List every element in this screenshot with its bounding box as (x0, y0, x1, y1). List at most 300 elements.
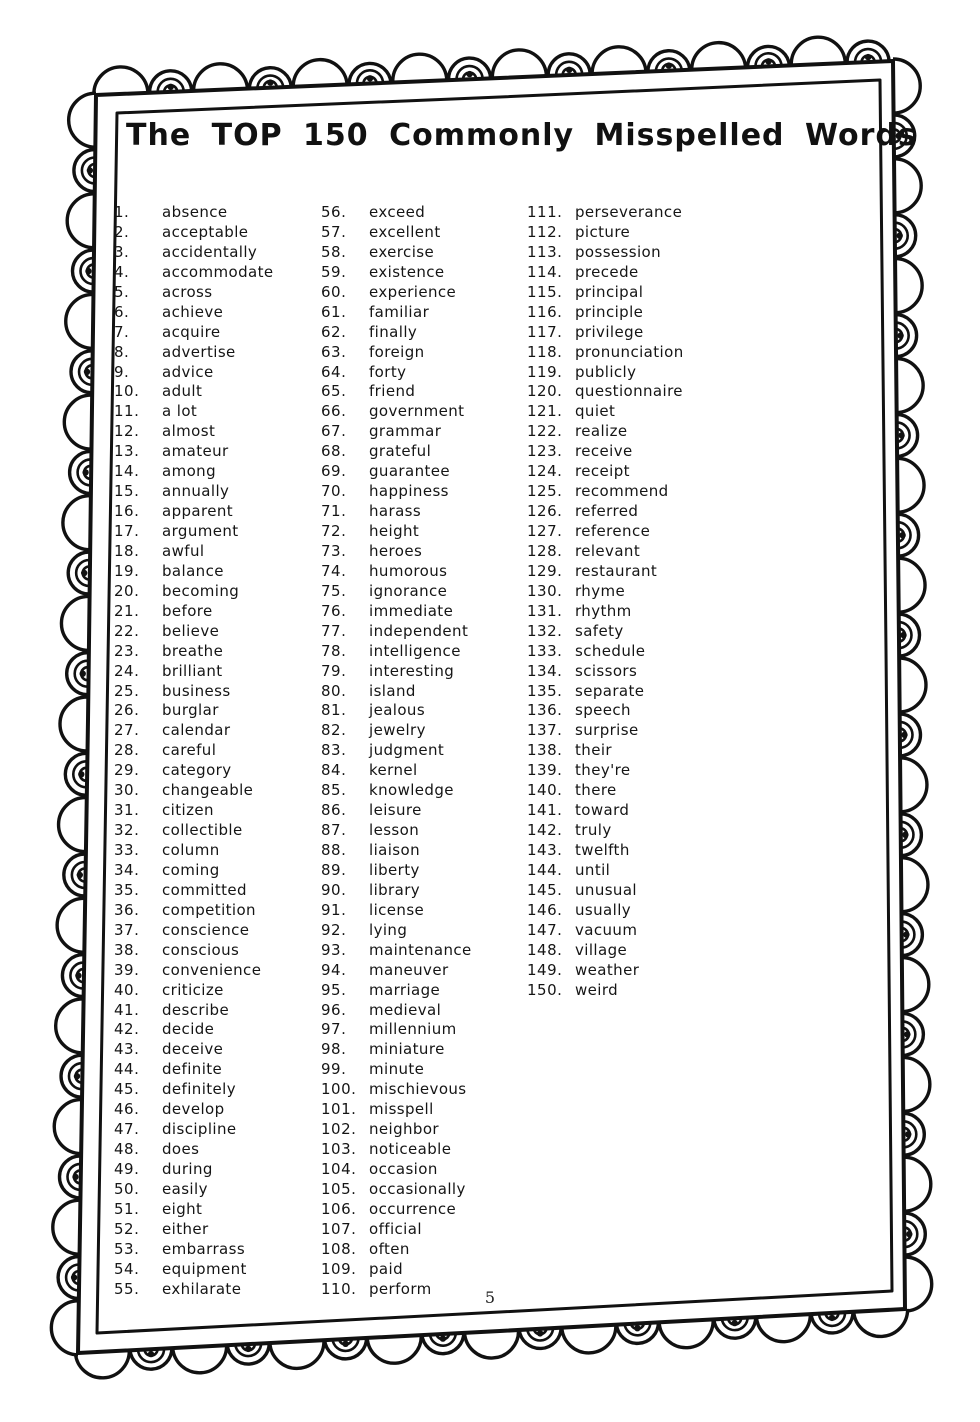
word-list-item (114, 1140, 321, 1160)
item-number: 63. (321, 342, 347, 361)
item-number: 85. (321, 781, 347, 800)
item-word: license (369, 900, 425, 919)
item-word: conscience (162, 920, 250, 939)
item-number: 71. (321, 502, 347, 521)
item-number: 33. (114, 841, 140, 859)
word-list-item (114, 382, 321, 402)
item-number: 14. (114, 462, 140, 481)
item-number: 35. (114, 880, 140, 899)
word-list-item (114, 482, 321, 502)
word-list (114, 203, 742, 1300)
item-word: noticeable (369, 1140, 452, 1159)
word-list-item (114, 203, 321, 223)
word-list-item (321, 522, 527, 542)
item-number: 52. (114, 1219, 140, 1238)
item-number: 106. (321, 1199, 357, 1218)
item-word: judgment (369, 741, 445, 760)
item-word: often (369, 1239, 410, 1258)
item-word: guarantee (369, 462, 451, 481)
item-number: 127. (527, 522, 563, 540)
word-list-item (321, 482, 527, 502)
word-list-item (321, 901, 527, 921)
item-number: 80. (321, 681, 347, 700)
item-word: village (575, 940, 628, 959)
item-word: calendar (162, 721, 231, 740)
item-word: their (575, 741, 612, 760)
item-word: referred (575, 502, 639, 521)
item-word: develop (162, 1100, 225, 1119)
item-word: friend (369, 382, 416, 401)
item-word: neighbor (369, 1120, 439, 1139)
word-list-item (527, 243, 742, 263)
item-word: heroes (369, 541, 423, 560)
item-word: exercise (369, 242, 435, 261)
item-number: 140. (527, 781, 563, 800)
word-list-item (527, 203, 742, 223)
item-word: island (369, 681, 416, 700)
item-number: 53. (114, 1239, 140, 1258)
word-list-item (321, 1120, 527, 1140)
item-word: weird (575, 980, 619, 999)
item-word: receive (575, 442, 633, 461)
word-list-item (114, 961, 321, 981)
word-list-item (321, 1040, 527, 1060)
word-list-item (527, 422, 742, 442)
word-list-item (114, 562, 321, 582)
item-number: 121. (527, 402, 563, 421)
item-number: 126. (527, 502, 563, 521)
item-number: 88. (321, 841, 347, 859)
item-word: pronunciation (575, 342, 684, 361)
word-list-item (114, 821, 321, 841)
item-number: 34. (114, 860, 140, 879)
item-number: 57. (321, 222, 347, 241)
item-word: immediate (369, 601, 454, 620)
word-list-item (114, 323, 321, 343)
item-number: 75. (321, 581, 347, 600)
item-number: 74. (321, 561, 347, 580)
word-list-item (527, 502, 742, 522)
item-number: 36. (114, 900, 140, 919)
item-number: 135. (527, 681, 563, 700)
item-number: 28. (114, 741, 140, 760)
item-number: 87. (321, 821, 347, 840)
item-number: 136. (527, 701, 563, 720)
item-word: jewelry (369, 721, 426, 740)
word-list-item (321, 1001, 527, 1021)
item-word: collectible (162, 821, 243, 840)
word-list-item (527, 961, 742, 981)
item-number: 146. (527, 900, 563, 919)
item-number: 129. (527, 561, 563, 580)
item-number: 134. (527, 661, 563, 680)
word-list-item (114, 921, 321, 941)
word-list-item (114, 243, 321, 263)
item-word: familiar (369, 302, 430, 321)
item-number: 46. (114, 1100, 140, 1119)
word-list-item (527, 283, 742, 303)
word-list-item (321, 283, 527, 303)
item-number: 119. (527, 362, 563, 381)
word-list-item (321, 323, 527, 343)
word-list-item (114, 721, 321, 741)
word-list-item (321, 602, 527, 622)
item-word: acquire (162, 322, 221, 341)
item-number: 19. (114, 561, 140, 580)
word-list-item (114, 263, 321, 283)
word-list-item (321, 343, 527, 363)
item-number: 125. (527, 482, 563, 501)
item-number: 12. (114, 422, 140, 441)
item-word: principal (575, 282, 644, 301)
item-word: relevant (575, 541, 641, 560)
word-list-item (321, 542, 527, 562)
item-number: 70. (321, 482, 347, 501)
word-list-item (114, 1220, 321, 1240)
item-word: becoming (162, 581, 240, 600)
item-word: embarrass (162, 1239, 246, 1258)
item-number: 18. (114, 541, 140, 560)
item-word: leisure (369, 801, 422, 820)
word-list-item (321, 622, 527, 642)
word-list-item (321, 422, 527, 442)
item-number: 118. (527, 342, 563, 361)
item-word: believe (162, 621, 220, 640)
item-word: there (575, 781, 617, 800)
word-list-item (114, 1060, 321, 1080)
word-list-item (321, 761, 527, 781)
word-list-item (527, 761, 742, 781)
item-word: harass (369, 502, 422, 521)
item-number: 103. (321, 1140, 357, 1159)
item-number: 51. (114, 1199, 140, 1218)
item-word: breathe (162, 641, 224, 660)
item-number: 79. (321, 661, 347, 680)
word-list-item (527, 741, 742, 761)
word-list-item (527, 223, 742, 243)
word-list-item (114, 981, 321, 1001)
item-word: experience (369, 282, 457, 301)
item-word: library (369, 880, 421, 899)
item-word: millennium (369, 1020, 457, 1039)
item-word: government (369, 402, 465, 421)
item-number: 77. (321, 621, 347, 640)
item-number: 66. (321, 402, 347, 421)
item-word: medieval (369, 1000, 442, 1019)
item-number: 67. (321, 422, 347, 441)
item-number: 8. (114, 342, 130, 361)
item-word: exceed (369, 203, 426, 221)
item-number: 143. (527, 841, 563, 859)
item-number: 92. (321, 920, 347, 939)
word-list-item (114, 1260, 321, 1280)
item-word: jealous (369, 701, 426, 720)
item-number: 104. (321, 1160, 357, 1178)
item-number: 102. (321, 1120, 357, 1139)
word-list-item (114, 462, 321, 482)
item-word: safety (575, 621, 624, 640)
item-number: 2. (114, 222, 130, 241)
word-list-item (527, 323, 742, 343)
word-list-item (527, 941, 742, 961)
word-list-item (321, 263, 527, 283)
item-number: 61. (321, 302, 347, 321)
item-word: surprise (575, 721, 639, 740)
item-word: schedule (575, 641, 646, 660)
word-list-item (114, 642, 321, 662)
item-word: achieve (162, 302, 224, 321)
item-word: maintenance (369, 940, 472, 959)
item-number: 29. (114, 761, 140, 780)
word-list-item (527, 682, 742, 702)
item-word: questionnaire (575, 382, 683, 401)
item-word: accidentally (162, 242, 258, 261)
item-number: 133. (527, 641, 563, 660)
item-number: 105. (321, 1179, 357, 1198)
item-number: 38. (114, 940, 140, 959)
word-list-item (321, 781, 527, 801)
item-number: 147. (527, 920, 563, 939)
item-word: advice (162, 362, 214, 381)
item-word: separate (575, 681, 645, 700)
item-number: 68. (321, 442, 347, 461)
item-word: privilege (575, 322, 644, 341)
word-list-column (114, 203, 321, 1300)
item-number: 128. (527, 541, 563, 560)
item-number: 64. (321, 362, 347, 381)
item-number: 144. (527, 860, 563, 879)
word-list-item (527, 622, 742, 642)
word-list-item (321, 1240, 527, 1260)
item-word: either (162, 1219, 209, 1238)
item-word: changeable (162, 781, 254, 800)
item-number: 115. (527, 282, 563, 301)
word-list-item (321, 1060, 527, 1080)
item-word: forty (369, 362, 407, 381)
word-list-item (321, 363, 527, 383)
word-list-item (114, 602, 321, 622)
item-word: existence (369, 262, 445, 281)
item-word: liberty (369, 860, 420, 879)
item-word: humorous (369, 561, 448, 580)
item-word: among (162, 462, 217, 481)
word-list-item (527, 482, 742, 502)
item-word: committed (162, 880, 247, 899)
item-word: official (369, 1219, 422, 1238)
word-list-item (114, 542, 321, 562)
item-word: paid (369, 1259, 404, 1278)
word-list-item (527, 542, 742, 562)
item-word: discipline (162, 1120, 237, 1139)
word-list-item (321, 462, 527, 482)
word-list-item (321, 442, 527, 462)
item-word: occasion (369, 1160, 438, 1178)
item-number: 30. (114, 781, 140, 800)
item-number: 10. (114, 382, 140, 401)
item-number: 89. (321, 860, 347, 879)
item-number: 94. (321, 960, 347, 979)
item-word: mischievous (369, 1080, 467, 1099)
item-word: category (162, 761, 232, 780)
word-list-item (321, 1080, 527, 1100)
item-word: recommend (575, 482, 669, 501)
item-number: 54. (114, 1259, 140, 1278)
item-word: definite (162, 1060, 223, 1079)
item-number: 21. (114, 601, 140, 620)
word-list-item (527, 662, 742, 682)
item-word: amateur (162, 442, 229, 461)
item-number: 110. (321, 1279, 357, 1298)
item-number: 58. (321, 242, 347, 261)
item-number: 109. (321, 1259, 357, 1278)
item-number: 113. (527, 242, 563, 261)
word-list-item (321, 402, 527, 422)
item-number: 31. (114, 801, 140, 820)
item-word: they're (575, 761, 631, 780)
word-list-item (527, 462, 742, 482)
word-list-item (114, 1120, 321, 1140)
item-number: 83. (321, 741, 347, 760)
word-list-item (321, 502, 527, 522)
word-list-item (114, 283, 321, 303)
word-list-item (321, 1160, 527, 1180)
word-list-item (527, 602, 742, 622)
item-word: independent (369, 621, 469, 640)
word-list-item (321, 203, 527, 223)
word-list-item (527, 721, 742, 741)
item-word: adult (162, 382, 203, 401)
item-word: eight (162, 1199, 203, 1218)
word-list-item (321, 741, 527, 761)
item-number: 16. (114, 502, 140, 521)
item-word: speech (575, 701, 631, 720)
item-word: toward (575, 801, 630, 820)
item-number: 76. (321, 601, 347, 620)
item-word: until (575, 860, 611, 879)
item-word: lesson (369, 821, 420, 840)
word-list-item (321, 382, 527, 402)
word-list-item (114, 701, 321, 721)
item-number: 50. (114, 1179, 140, 1198)
item-word: miniature (369, 1040, 445, 1059)
item-word: easily (162, 1179, 208, 1198)
word-list-item (114, 662, 321, 682)
item-word: foreign (369, 342, 425, 361)
word-list-item (114, 1240, 321, 1260)
word-list-item (527, 402, 742, 422)
word-list-item (114, 1100, 321, 1120)
word-list-item (527, 382, 742, 402)
word-list-item (321, 861, 527, 881)
word-list-item (114, 901, 321, 921)
item-word: rhythm (575, 601, 632, 620)
item-word: business (162, 681, 231, 700)
word-list-item (527, 801, 742, 821)
item-number: 122. (527, 422, 563, 441)
item-word: almost (162, 422, 216, 441)
word-list-item (321, 921, 527, 941)
item-number: 139. (527, 761, 563, 780)
word-list-item (114, 1001, 321, 1021)
item-number: 149. (527, 960, 563, 979)
word-list-item (114, 801, 321, 821)
item-number: 42. (114, 1020, 140, 1039)
word-list-item (321, 682, 527, 702)
word-list-item (114, 1080, 321, 1100)
word-list-item (114, 442, 321, 462)
item-word: argument (162, 522, 239, 540)
word-list-item (321, 701, 527, 721)
item-number: 25. (114, 681, 140, 700)
word-list-item (114, 502, 321, 522)
item-number: 55. (114, 1279, 140, 1298)
item-word: definitely (162, 1080, 237, 1099)
item-number: 59. (321, 262, 347, 281)
item-number: 69. (321, 462, 347, 481)
word-list-item (527, 442, 742, 462)
word-list-column (527, 203, 742, 1300)
item-word: receipt (575, 462, 630, 481)
item-number: 9. (114, 362, 130, 381)
word-list-item (114, 622, 321, 642)
word-list-item (527, 642, 742, 662)
item-number: 116. (527, 302, 563, 321)
word-list-item (114, 761, 321, 781)
item-number: 27. (114, 721, 140, 740)
item-word: liaison (369, 841, 420, 859)
word-list-item (321, 303, 527, 323)
item-word: kernel (369, 761, 418, 780)
word-list-item (321, 223, 527, 243)
word-list-item (321, 582, 527, 602)
item-word: describe (162, 1000, 230, 1019)
word-list-item (114, 1040, 321, 1060)
item-word: advertise (162, 342, 236, 361)
item-number: 47. (114, 1120, 140, 1139)
item-word: restaurant (575, 561, 658, 580)
item-word: usually (575, 900, 632, 919)
word-list-item (114, 1200, 321, 1220)
item-word: realize (575, 422, 628, 441)
item-number: 3. (114, 242, 130, 261)
word-list-item (114, 1180, 321, 1200)
item-number: 5. (114, 282, 130, 301)
item-number: 90. (321, 880, 347, 899)
word-list-item (114, 1160, 321, 1180)
item-word: intelligence (369, 641, 461, 660)
item-word: minute (369, 1060, 425, 1079)
item-number: 112. (527, 222, 563, 241)
item-number: 95. (321, 980, 347, 999)
item-word: precede (575, 262, 639, 281)
word-list-item (114, 223, 321, 243)
item-word: acceptable (162, 222, 249, 241)
item-number: 96. (321, 1000, 347, 1019)
item-number: 108. (321, 1239, 357, 1258)
word-list-item (321, 981, 527, 1001)
item-number: 138. (527, 741, 563, 760)
item-number: 32. (114, 821, 140, 840)
word-list-item (321, 1140, 527, 1160)
item-word: during (162, 1160, 213, 1178)
item-number: 56. (321, 203, 347, 221)
word-list-item (321, 941, 527, 961)
item-number: 13. (114, 442, 140, 461)
word-list-item (114, 1020, 321, 1040)
word-list-item (527, 981, 742, 1001)
item-word: criticize (162, 980, 224, 999)
word-list-item (114, 781, 321, 801)
